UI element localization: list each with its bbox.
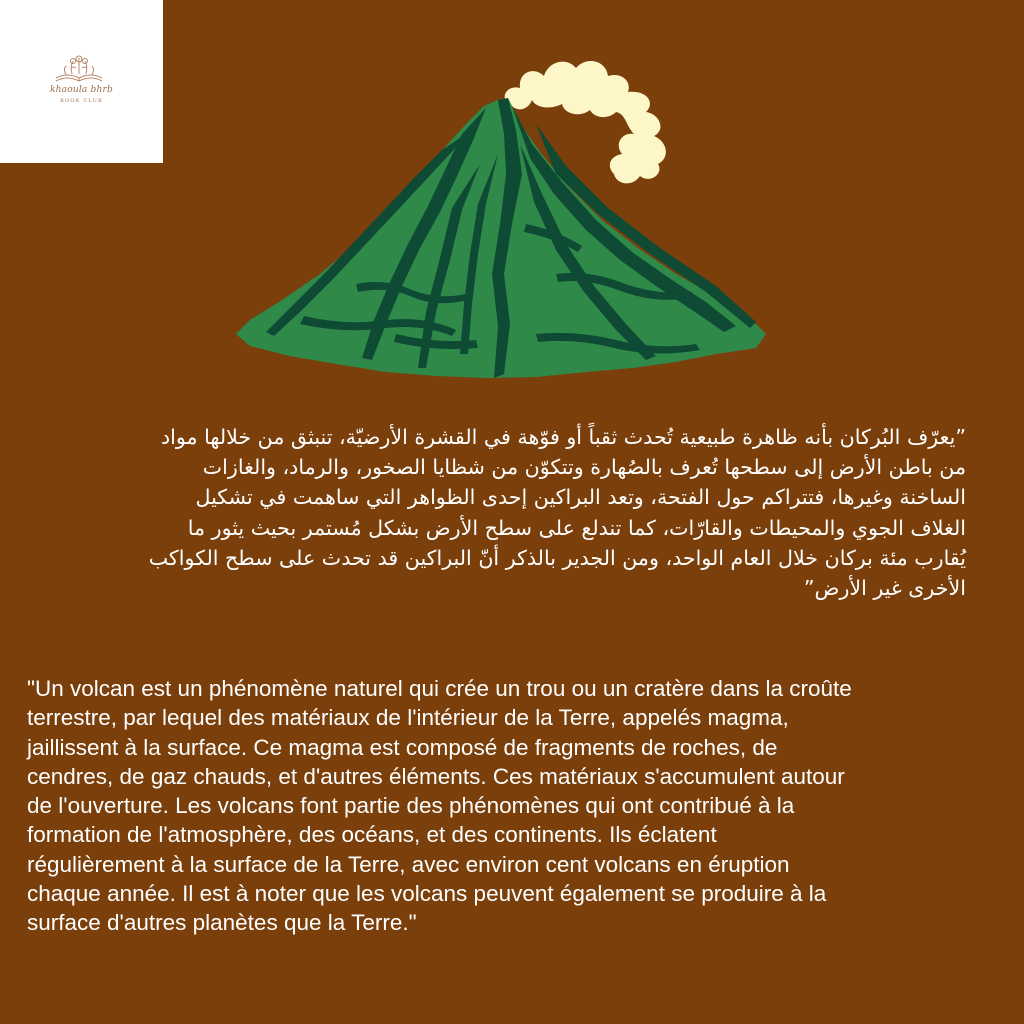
french-line: formation de l'atmosphère, des océans, et des continents. Ils éclatent bbox=[27, 822, 717, 848]
arabic-paragraph bbox=[56, 422, 966, 603]
french-line: régulièrement à la surface de la Terre, avec environ cent volcans en éruption bbox=[27, 851, 790, 877]
logo-name: khaoula bhrb bbox=[50, 85, 113, 95]
arabic-line: من باطن الأرض إلى سطحها تُعرف بالصُهارة وتتكوّن من شظايا الصخور، والرماد، والغازات bbox=[202, 455, 966, 480]
arabic-line: الأخرى غير الأرض” bbox=[803, 576, 966, 601]
arabic-line: الساخنة وغيرها، فتتراكم حول الفتحة، وتعد البراكين إحدى الظواهر التي ساهمت في تشكيل bbox=[195, 485, 966, 510]
arabic-line: يُقارب مئة بركان خلال العام الواحد، ومن الجدير بالذكر أنّ البراكين قد تحدث على سطح الكواكب bbox=[148, 545, 966, 570]
book-with-flowers-icon bbox=[52, 52, 106, 86]
french-line: surface d'autres planètes que la Terre." bbox=[27, 910, 417, 936]
french-line: chaque année. Il est à noter que les volcans peuvent également se produire à la bbox=[27, 881, 827, 907]
arabic-line: الغلاف الجوي والمحيطات والقارّات، كما تندلع على سطح الأرض بشكل مُستمر بحيث يثور ما bbox=[187, 515, 966, 540]
french-line: de l'ouverture. Les volcans font partie des phénomènes qui ont contribué à la bbox=[27, 793, 795, 819]
logo bbox=[0, 0, 163, 163]
french-line: terrestre, par lequel des matériaux de l'intérieur de la Terre, appelés magma, bbox=[27, 705, 789, 731]
volcano-icon bbox=[236, 34, 766, 384]
french-line: jaillissent à la surface. Ce magma est composé de fragments de roches, de bbox=[27, 734, 778, 760]
french-paragraph bbox=[27, 674, 1002, 938]
logo-subtitle: BOOK CLUB bbox=[60, 98, 103, 104]
french-line: cendres, de gaz chauds, et d'autres éléments. Ces matériaux s'accumulent autour bbox=[27, 763, 845, 789]
french-line: "Un volcan est un phénomène naturel qui crée un trou ou un cratère dans la croûte bbox=[27, 676, 852, 701]
arabic-line: ”يعرّف البُركان بأنه ظاهرة طبيعية تُحدث ثقباً أو فوّهة في القشرة الأرضيّة، تنبثق من خلالها مواد bbox=[160, 425, 966, 449]
